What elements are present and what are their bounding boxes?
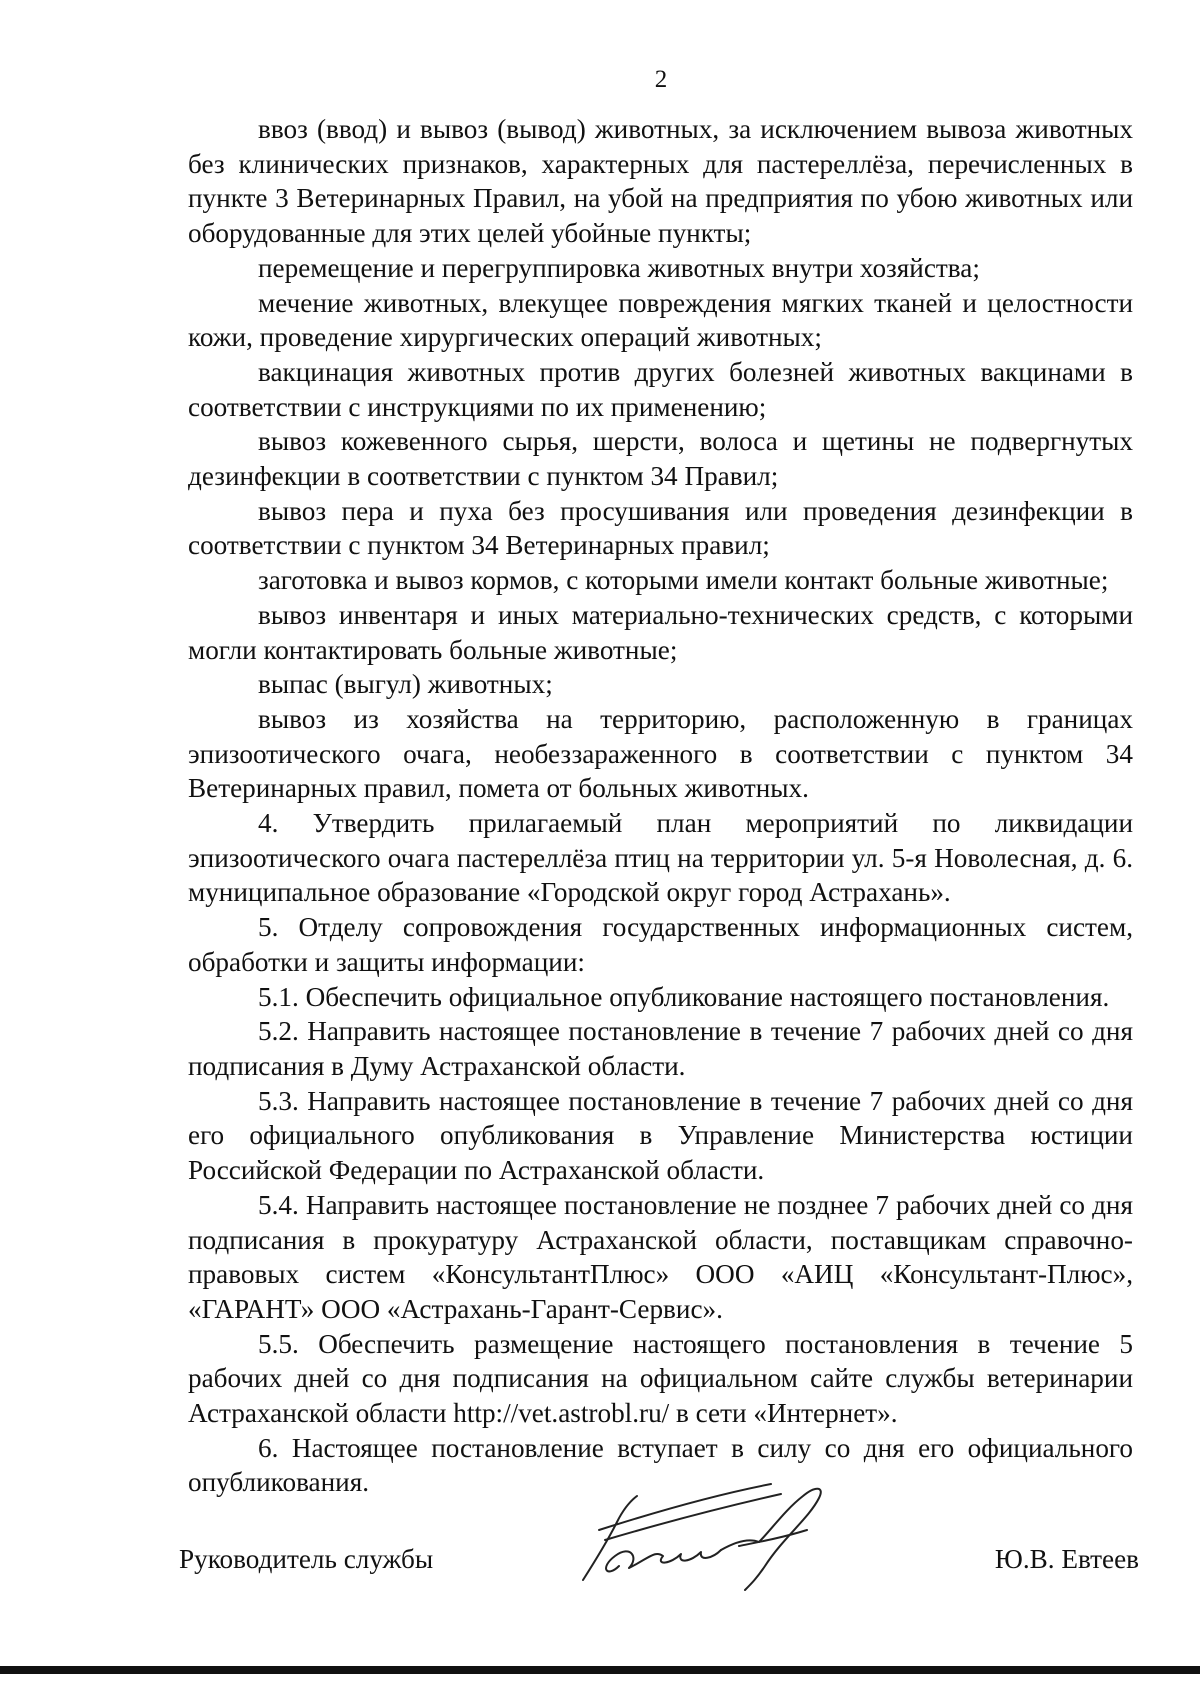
paragraph-marking-ban: мечение животных, влекущее повреждения мягких тканей и целостности кожи, проведение хирургических операций животных; — [188, 287, 1133, 353]
paragraph-item-5-2: 5.2. Направить настоящее постановление в течение 7 рабочих дней со дня подписания в Думу Астраханской области. — [188, 1016, 1133, 1081]
paragraph-feed-ban: заготовка и вывоз кормов, с которыми имели контакт больные животные; — [258, 565, 1109, 596]
document-body — [188, 112, 1133, 1500]
paragraph-item-6: 6. Настоящее постановление вступает в силу со дня его официального опубликования. — [188, 1432, 1133, 1498]
paragraph-vaccination-ban: вакцинация животных против других болезней животных вакцинами в соответствии с инструкциями по их применению; — [188, 356, 1133, 422]
paragraph-grazing-ban: выпас (выгул) животных; — [258, 669, 553, 700]
paragraph-item-4: 4. Утвердить прилагаемый план мероприятий по ликвидации эпизоотического очага пастереллёза птиц на территории ул. 5-я Новолесная, д. 6. муниципальное образование «Городской округ город Астрахань». — [188, 808, 1133, 908]
paragraph-feathers-ban: вывоз пера и пуха без просушивания или проведения дезинфекции в соответствии с пунктом 34 Ветеринарных правил; — [188, 495, 1133, 561]
signer-name: Ю.В. Евтеев — [994, 1544, 1139, 1574]
paragraph-import-export-ban: ввоз (ввод) и вывоз (вывод) животных, за исключением вывоза животных без клинических признаков, характерных для пастереллёза, перечисленных в пункте 3 Ветеринарных Правил, на убой на предприятия по убою животных или оборудованные для этих целей убойные пункты; — [188, 114, 1133, 249]
paragraph-movement-ban: перемещение и перегруппировка животных внутри хозяйства; — [258, 252, 980, 283]
paragraph-item-5-3: 5.3. Направить настоящее постановление в течение 7 рабочих дней со дня его официального опубликования в Управление Министерства юстиции Российской Федерации по Астраханской области. — [188, 1085, 1133, 1186]
page-number: 2 — [654, 66, 668, 93]
scan-edge-rule — [0, 1666, 1200, 1674]
paragraph-item-5-5: 5.5. Обеспечить размещение настоящего постановления в течение 5 рабочих дней со дня подписания на официальном сайте службы ветеринарии Астраханской области http://vet.astrobl.ru/ в сети «Интернет». — [188, 1328, 1133, 1429]
paragraph-item-5: 5. Отделу сопровождения государственных информационных систем, обработки и защиты информации: — [188, 912, 1133, 977]
paragraph-raw-hides-ban: вывоз кожевенного сырья, шерсти, волоса и щетины не подвергнутых дезинфекции в соответствии с пунктом 34 Правил; — [188, 426, 1133, 492]
paragraph-inventory-ban: вывоз инвентаря и иных материально-технических средств, с которыми могли контактировать больные животные; — [188, 599, 1133, 665]
signature-block — [179, 1530, 1139, 1610]
signer-role: Руководитель службы — [179, 1544, 434, 1574]
handwritten-signature — [559, 1472, 849, 1597]
paragraph-item-5-1: 5.1. Обеспечить официальное опубликование настоящего постановления. — [258, 981, 1110, 1012]
paragraph-item-5-4: 5.4. Направить настоящее постановление не позднее 7 рабочих дней со дня подписания в прокуратуру Астраханской области, поставщикам справочно-правовых систем «КонсультантПлюс» ООО «АИЦ «Консультант-Плюс», «ГАРАНТ» ООО «Астрахань-Гарант-Сервис». — [188, 1189, 1133, 1324]
paragraph-manure-ban: вывоз из хозяйства на территорию, расположенную в границах эпизоотического очага, необеззараженного в соответствии с пунктом 34 Ветеринарных правил, помета от больных животных. — [188, 703, 1133, 804]
